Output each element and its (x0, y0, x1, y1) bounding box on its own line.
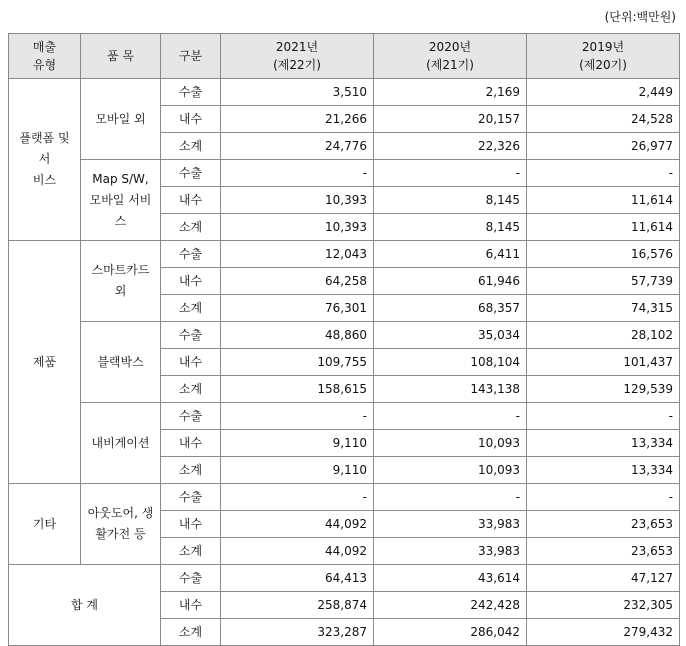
value-2019: 23,653 (527, 511, 680, 538)
table-row (9, 79, 680, 106)
total-2019: 47,127 (527, 565, 680, 592)
value-2021: 48,860 (221, 322, 374, 349)
label-subtotal: 소계 (161, 295, 221, 322)
value-2021: 158,615 (221, 376, 374, 403)
item-name-cell: 내비게이션 (81, 403, 161, 484)
sales-type-cell: 기타 (9, 484, 81, 565)
unit-note: (단위:백만원) (604, 10, 676, 24)
value-2021: 44,092 (221, 538, 374, 565)
label-domestic: 내수 (161, 511, 221, 538)
total-row (9, 565, 680, 592)
value-2020: - (374, 484, 527, 511)
value-2019: 24,528 (527, 106, 680, 133)
header-row (9, 34, 680, 79)
value-2020: 10,093 (374, 430, 527, 457)
value-2021: 9,110 (221, 430, 374, 457)
label-export: 수출 (161, 484, 221, 511)
header-division: 구분 (161, 34, 221, 79)
total-2021: 64,413 (221, 565, 374, 592)
value-2020: 10,093 (374, 457, 527, 484)
value-2019: 2,449 (527, 79, 680, 106)
label-export: 수출 (161, 322, 221, 349)
value-2019: 57,739 (527, 268, 680, 295)
value-2021: 12,043 (221, 241, 374, 268)
label-domestic: 내수 (161, 430, 221, 457)
label-export: 수출 (161, 79, 221, 106)
value-2021: 10,393 (221, 214, 374, 241)
label-subtotal: 소계 (161, 376, 221, 403)
value-2019: 11,614 (527, 214, 680, 241)
value-2019: - (527, 403, 680, 430)
header-2020: 2020년 (제21기) (374, 34, 527, 79)
value-2020: 143,138 (374, 376, 527, 403)
value-2021: 10,393 (221, 187, 374, 214)
label-subtotal: 소계 (161, 457, 221, 484)
total-2021: 258,874 (221, 592, 374, 619)
value-2019: - (527, 160, 680, 187)
value-2020: 68,357 (374, 295, 527, 322)
label-domestic: 내수 (161, 106, 221, 133)
total-2020: 242,428 (374, 592, 527, 619)
value-2019: 26,977 (527, 133, 680, 160)
value-2021: 44,092 (221, 511, 374, 538)
table-row (9, 322, 680, 349)
table-body (9, 79, 680, 646)
value-2021: 9,110 (221, 457, 374, 484)
value-2020: 20,157 (374, 106, 527, 133)
value-2019: - (527, 484, 680, 511)
label-export: 수출 (161, 160, 221, 187)
label-subtotal: 소계 (161, 619, 221, 646)
value-2019: 101,437 (527, 349, 680, 376)
value-2021: 109,755 (221, 349, 374, 376)
total-2020: 286,042 (374, 619, 527, 646)
value-2019: 13,334 (527, 457, 680, 484)
label-domestic: 내수 (161, 187, 221, 214)
total-2021: 323,287 (221, 619, 374, 646)
value-2019: 13,334 (527, 430, 680, 457)
header-2021: 2021년 (제22기) (221, 34, 374, 79)
value-2020: 8,145 (374, 187, 527, 214)
value-2021: 24,776 (221, 133, 374, 160)
value-2020: 33,983 (374, 538, 527, 565)
value-2020: 61,946 (374, 268, 527, 295)
sales-type-cell: 제품 (9, 241, 81, 484)
label-domestic: 내수 (161, 349, 221, 376)
total-2019: 232,305 (527, 592, 680, 619)
value-2020: 35,034 (374, 322, 527, 349)
value-2019: 28,102 (527, 322, 680, 349)
label-export: 수출 (161, 403, 221, 430)
value-2020: - (374, 160, 527, 187)
label-subtotal: 소계 (161, 538, 221, 565)
item-name-cell: 모바일 외 (81, 79, 161, 160)
table-row (9, 403, 680, 430)
value-2019: 23,653 (527, 538, 680, 565)
label-subtotal: 소계 (161, 133, 221, 160)
value-2021: - (221, 484, 374, 511)
value-2021: 64,258 (221, 268, 374, 295)
table-row (9, 241, 680, 268)
value-2020: 6,411 (374, 241, 527, 268)
value-2020: 108,104 (374, 349, 527, 376)
value-2020: 8,145 (374, 214, 527, 241)
value-2019: 16,576 (527, 241, 680, 268)
sales-type-cell: 플랫폼 및서 비스 (9, 79, 81, 241)
label-subtotal: 소계 (161, 214, 221, 241)
header-item: 품 목 (81, 34, 161, 79)
item-name-cell: Map S/W, 모바일 서비 스 (81, 160, 161, 241)
label-domestic: 내수 (161, 592, 221, 619)
item-name-cell: 블랙박스 (81, 322, 161, 403)
header-sales-type: 매출 유형 (9, 34, 81, 79)
label-export: 수출 (161, 241, 221, 268)
value-2020: 33,983 (374, 511, 527, 538)
value-2021: - (221, 160, 374, 187)
value-2021: 3,510 (221, 79, 374, 106)
header-2019: 2019년 (제20기) (527, 34, 680, 79)
value-2020: 2,169 (374, 79, 527, 106)
total-2019: 279,432 (527, 619, 680, 646)
value-2019: 11,614 (527, 187, 680, 214)
label-export: 수출 (161, 565, 221, 592)
table-row (9, 160, 680, 187)
value-2021: 76,301 (221, 295, 374, 322)
value-2020: 22,326 (374, 133, 527, 160)
value-2020: - (374, 403, 527, 430)
value-2021: 21,266 (221, 106, 374, 133)
sales-table (8, 33, 680, 646)
value-2019: 74,315 (527, 295, 680, 322)
total-label-cell: 합 계 (9, 565, 161, 646)
item-name-cell: 아웃도어, 생 활가전 등 (81, 484, 161, 565)
value-2019: 129,539 (527, 376, 680, 403)
total-2020: 43,614 (374, 565, 527, 592)
label-domestic: 내수 (161, 268, 221, 295)
item-name-cell: 스마트카드 외 (81, 241, 161, 322)
value-2021: - (221, 403, 374, 430)
table-row (9, 484, 680, 511)
